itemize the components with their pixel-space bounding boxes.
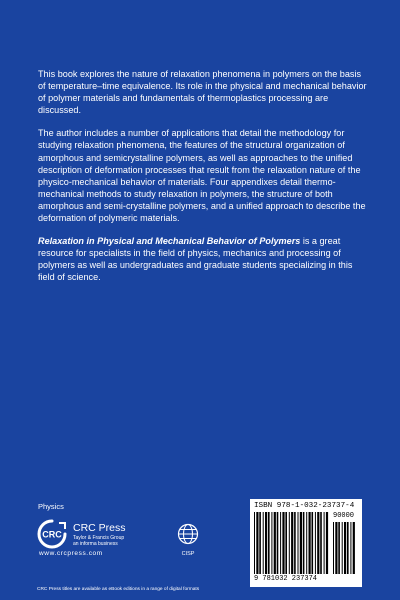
book-title: Relaxation in Physical and Mechanical Behavior of Polymers xyxy=(38,236,301,247)
barcode-bar xyxy=(259,512,261,574)
barcode-bar xyxy=(282,512,284,574)
barcode-bar xyxy=(274,512,276,574)
addon-barcode-bars xyxy=(333,522,357,574)
barcode-bar xyxy=(277,512,279,574)
barcode-bar xyxy=(300,512,302,574)
barcode-bars xyxy=(254,512,330,574)
barcode-bar xyxy=(326,512,328,574)
publisher-block xyxy=(37,519,147,559)
blurb-paragraph-2: The author includes a number of applications that detail the methodology for studying relaxation phenomena, the features of the structural organization of amorphous and semicrystalline polymers, as well as approaches to the unified description of deformation processes that result from the relaxation nature of the physico-mechanical behavior of materials. Four appendixes detail thermo-mechanical methods to study relaxation in polymers, the structure of both amorphous and semi-crystalline polymers, and a unified approach to describe the deformation of polymeric materials. xyxy=(38,128,366,224)
barcode-bar xyxy=(280,512,281,574)
publisher-group xyxy=(73,535,124,547)
barcode-bar xyxy=(294,512,296,574)
barcode-bar xyxy=(312,512,314,574)
barcode-bar xyxy=(268,512,270,574)
barcode-bar xyxy=(303,512,305,574)
barcode-bar xyxy=(350,522,351,574)
barcode-bar xyxy=(289,512,290,574)
barcode-bar xyxy=(265,512,267,574)
barcode-bar xyxy=(333,522,334,574)
publisher-name: CRC Press xyxy=(73,522,126,534)
barcode-bar xyxy=(324,512,325,574)
isbn-text: ISBN 978-1-032-23737-4 xyxy=(254,502,355,510)
barcode-bar xyxy=(271,512,272,574)
blurb-paragraph-1: This book explores the nature of relaxation phenomena in polymers on the basis of temperature–time equivalence. Its role in the physical and mechanical behavior of polymer materials and fundamentals of thermoplastics processing are discussed. xyxy=(38,69,367,116)
footer-note: CRC Press titles are available as eBook editions in a range of digital formats xyxy=(37,587,200,592)
blurb xyxy=(38,68,368,295)
publisher-group-line2: an informa business xyxy=(73,541,118,547)
barcode-bar xyxy=(317,512,319,574)
barcode-bar xyxy=(263,512,264,574)
barcode-bar xyxy=(315,512,316,574)
subject-category: Physics xyxy=(38,502,64,511)
crc-logo-text: CRC xyxy=(42,529,62,540)
barcode-bar xyxy=(291,512,293,574)
blurb-paragraph-3-text: is a great resource for specialists in the field of physics, mechanics and processing of polymers as well as undergraduates and graduate students specializing in this field of science. xyxy=(38,236,353,283)
crc-logo-icon xyxy=(37,519,67,549)
barcode-bar xyxy=(320,512,322,574)
barcode-bar xyxy=(254,512,255,574)
barcode-bar xyxy=(285,512,287,574)
blurb-paragraph-3 xyxy=(38,235,368,283)
ean-number: 9 781032 237374 xyxy=(254,575,318,583)
barcode-block xyxy=(250,499,362,587)
barcode-bar xyxy=(256,512,258,574)
barcode-bar xyxy=(309,512,311,574)
publisher-group-line1: Taylor & Francis Group xyxy=(73,535,125,541)
barcode-bar xyxy=(338,522,340,574)
barcode-bar xyxy=(353,522,355,574)
barcode-bar xyxy=(344,522,346,574)
publisher-url: www.crcpress.com xyxy=(39,550,103,557)
cisp-label: CISP xyxy=(181,551,195,557)
barcode-bar xyxy=(298,512,299,574)
addon-number: 90000 xyxy=(333,512,355,520)
barcode-bar xyxy=(335,522,337,574)
barcode-bar xyxy=(347,522,349,574)
cisp-block xyxy=(176,523,200,557)
globe-icon xyxy=(177,523,199,545)
barcode-bar xyxy=(306,512,307,574)
barcode-bar xyxy=(342,522,343,574)
